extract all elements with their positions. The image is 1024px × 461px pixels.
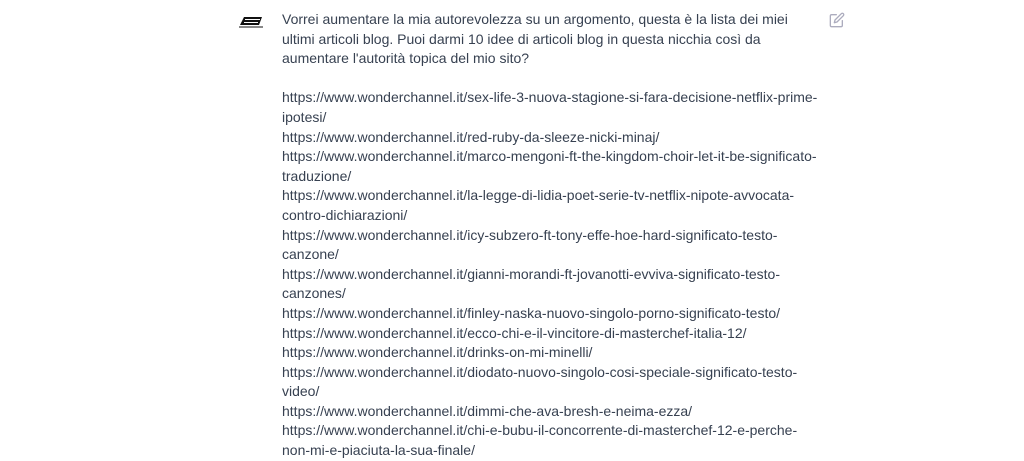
user-logo-icon [238, 14, 264, 28]
url-item: https://www.wonderchannel.it/icy-subzero-ft-tony-effe-hoe-hard-significato-testo-canzone/ [282, 226, 778, 263]
message-text [282, 10, 822, 461]
url-item: https://www.wonderchannel.it/marco-mengoni-ft-the-kingdom-choir-let-it-be-significato-traduzione/ [282, 148, 817, 184]
url-item: https://www.wonderchannel.it/dimmi-che-ava-bresh-e-neima-ezza/ [282, 402, 693, 419]
edit-message-button[interactable] [829, 12, 845, 28]
url-item: https://www.wonderchannel.it/red-ruby-da-sleeze-nicki-minaj/ [282, 128, 660, 145]
url-list [282, 88, 822, 460]
edit-icon [829, 12, 845, 28]
url-item: https://www.wonderchannel.it/gianni-morandi-ft-jovanotti-evviva-significato-testo-canzones/ [282, 265, 780, 302]
url-item: https://www.wonderchannel.it/diodato-nuovo-singolo-cosi-speciale-significato-testo-video/ [282, 363, 798, 400]
url-item: https://www.wonderchannel.it/drinks-on-mi-minelli/ [282, 344, 593, 361]
url-item: https://www.wonderchannel.it/la-legge-di-lidia-poet-serie-tv-netflix-nipote-avvocata-contro-dichiarazioni/ [282, 187, 795, 223]
url-item: https://www.wonderchannel.it/chi-e-bubu-il-concorrente-di-masterchef-12-e-perche-non-mi-e-piaciuta-la-sua-finale/ [282, 422, 798, 459]
url-item: https://www.wonderchannel.it/ecco-chi-e-il-vincitore-di-masterchef-italia-12/ [282, 324, 747, 341]
url-item: https://www.wonderchannel.it/finley-naska-nuovo-singolo-porno-significato-testo/ [282, 304, 781, 321]
message-intro: Vorrei aumentare la mia autorevolezza su un argomento, questa è la lista dei miei ultimi articoli blog. Puoi darmi 10 idee di articoli blog in questa nicchia così da aumentare l'autorità topica del mio sito? [282, 11, 788, 67]
url-item: https://www.wonderchannel.it/sex-life-3-nuova-stagione-si-fara-decisione-netflix-prime-ipotesi/ [282, 89, 818, 125]
